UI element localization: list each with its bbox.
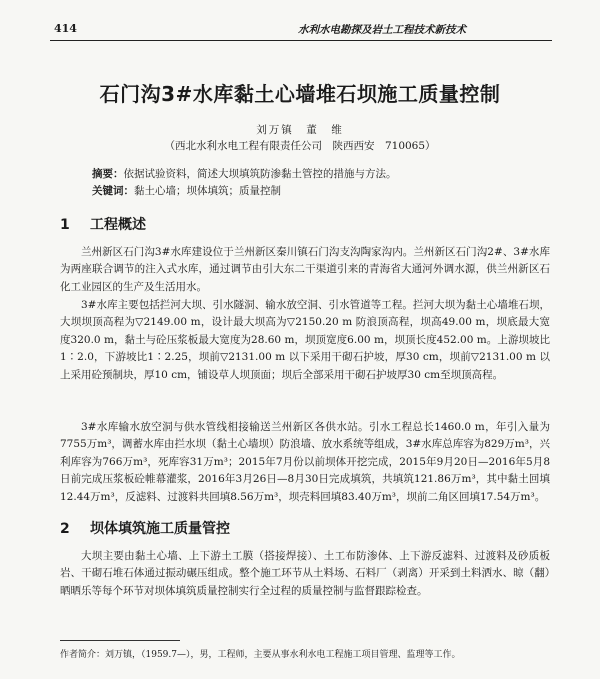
paper-affiliation: （西北水利水电工程有限责任公司 陕西西安 710065）: [164, 140, 436, 152]
section-number: 2: [60, 521, 70, 537]
body-paragraph: 兰州新区石门沟3#水库建设位于兰州新区秦川镇石门沟支沟陶家沟内。兰州新区石门沟2#、3#水库为两座联合调节的注入式水库，通过调节由引大东二干渠道引来的青海省大通河外调水源，供兰州新区石化工业园区的生产及生活用水。: [60, 246, 550, 293]
journal-name: 水利水电勘探及岩土工程技术新技术: [298, 24, 466, 36]
section-title: 坝体填筑施工质量管控: [90, 521, 230, 537]
abstract-block: [92, 166, 540, 200]
abstract-label: 摘要：: [92, 168, 124, 180]
section-heading: [60, 214, 146, 234]
body-paragraph: 3#水库主要包括拦河大坝、引水隧洞、输水放空洞、引水管道等工程。拦河大坝为黏土心墙堆石坝，大坝坝顶高程为▽2149.00 m，设计最大坝高为▽2150.20 m 防浪顶高程，坝高49.00 m，坝底最大宽度320.0 m，黏土与砼压浆板最大宽度为28.60 m，坝顶宽度6.00 m，坝顶长度452.00 m。上游坝坡比1∶2.0，下游坡比1∶2.25，坝前▽2131.00 m 以下采用干砌石护坡，厚30 cm，坝前▽2131.00 m 以上采用砼预制块，厚10 cm，铺设草人坝顶面；坝后全部采用干砌石护坡厚30 cm至坝顶高程。: [60, 299, 550, 381]
body-paragraph: 3#水库输水放空洞与供水管线相接输送兰州新区各供水站。引水工程总长1460.0 m，年引入量为7755万m³，调蓄水库由拦水坝（黏土心墙坝）防浪墙、放水系统等组成，3#水库总库容为829万m³，兴利库容为766万m³，死库容31万m³；2015年7月份以前坝体开挖完成，2015年9月20日—2016年5月8日前完成压浆板砼帷幕灌浆，2016年3月26日—8月30日完成填筑，共填筑121.86万m³，其中黏土回填12.44万m³，反滤料、过渡料共回填8.56万m³，坝壳料回填83.40万m³，坝前二角区回填17.54万m³。: [60, 421, 550, 503]
section-heading: [60, 518, 230, 538]
keywords-text: 黏土心墙；坝体填筑；质量控制: [134, 185, 281, 197]
keywords-label: 关键词：: [92, 185, 134, 197]
running-header: [50, 22, 552, 41]
keywords-line: [92, 183, 540, 200]
paper-title: 石门沟3#水库黏土心墙堆石坝施工质量控制: [99, 82, 501, 106]
paper-authors: 刘万镇 董 维: [256, 124, 344, 136]
abstract-text: 依据试验资料，简述大坝填筑防渗黏土管控的措施与方法。: [123, 168, 397, 180]
body-paragraph: 大坝主要由黏土心墙、上下游土工膜（搭接焊接）、土工布防渗体、上下游反滤料、过渡料及砂质板岩、干砌石堆石体通过振动碾压组成。整个施工环节从土料场、石料厂（剥离）开采到土料洒水、晾（翻）晒晒乐等每个环节对坝体填筑质量控制实行全过程的质量控制与监督跟踪检查。: [60, 550, 550, 597]
abstract-line: [92, 166, 540, 183]
section-number: 1: [60, 217, 70, 233]
footnote-author-bio: 作者简介：刘万镇，（1959.7—），男，工程师，主要从事水利水电工程施工项目管理、监理等工作。: [60, 650, 461, 660]
section-title: 工程概述: [90, 217, 146, 233]
footnote-rule: [60, 640, 180, 641]
page-number: 414: [54, 22, 77, 35]
